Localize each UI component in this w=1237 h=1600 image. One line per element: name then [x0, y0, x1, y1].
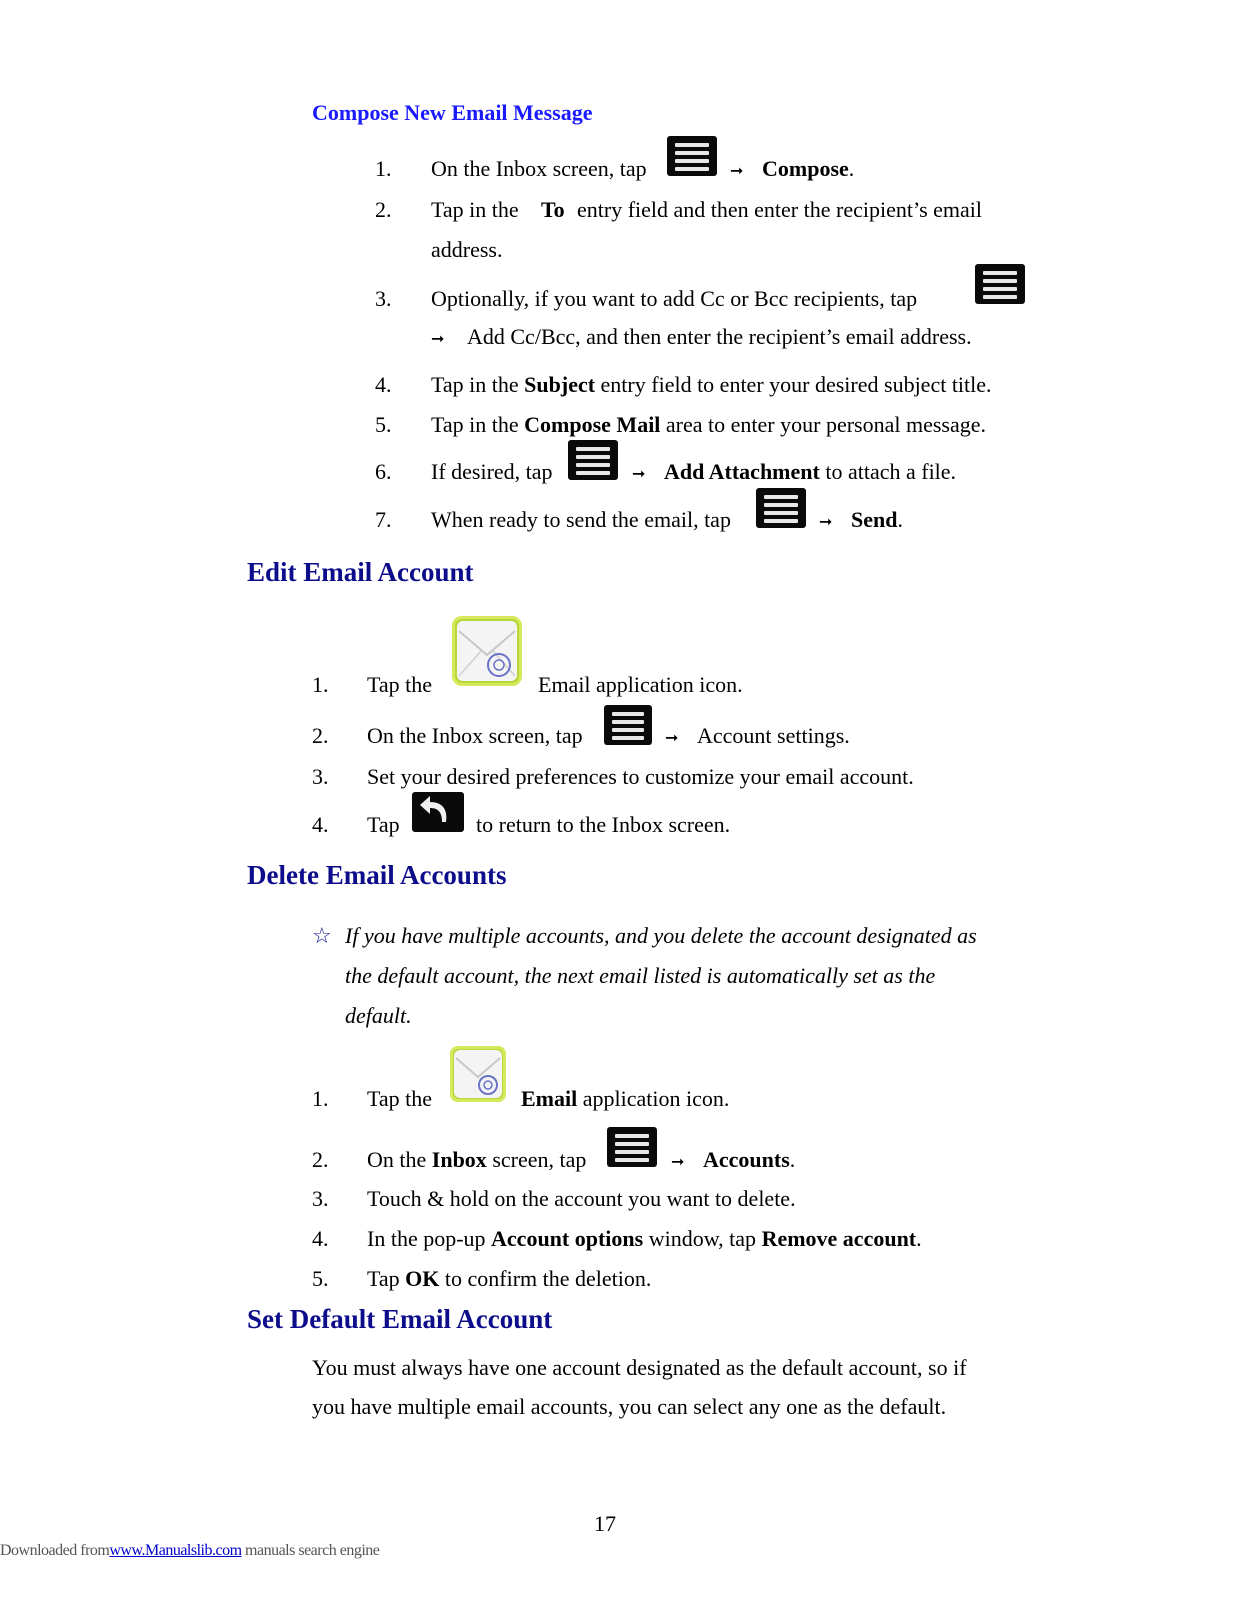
step-text: Compose.	[762, 156, 855, 181]
step-text: Tap OK to confirm the deletion.	[367, 1266, 652, 1291]
step-text: Add Attachment to attach a file.	[664, 459, 957, 484]
step-number: 3.	[375, 286, 392, 311]
step-text: On the Inbox screen, tap	[431, 156, 647, 181]
step-number: 2.	[312, 723, 329, 748]
step-number: 1.	[375, 156, 392, 181]
step-number: 5.	[312, 1266, 329, 1291]
step-text: Tap in the	[431, 197, 519, 222]
footer-link[interactable]: www.Manualslib.com	[109, 1542, 242, 1559]
menu-icon	[756, 488, 806, 528]
note-line: default.	[345, 1003, 412, 1028]
step-text: Account settings.	[697, 723, 850, 748]
step-number: 3.	[312, 1186, 329, 1211]
step-number: 3.	[312, 764, 329, 789]
step-number: 2.	[375, 197, 392, 222]
section-title-compose: Compose New Email Message	[312, 100, 593, 125]
step-text: On the Inbox screen, tap	[367, 1147, 587, 1172]
menu-icon	[667, 136, 717, 176]
footer-suffix: manuals search engine	[241, 1542, 380, 1559]
arrow-icon: ➞	[665, 728, 679, 747]
paragraph-line: You must always have one account designated as the default account, so if	[312, 1355, 967, 1380]
note-line: If you have multiple accounts, and you delete the account designated as	[345, 923, 977, 948]
step-number: 1.	[312, 672, 329, 697]
arrow-icon: ➞	[431, 329, 445, 348]
step-number: 4.	[312, 812, 329, 837]
menu-icon	[604, 705, 652, 745]
step-text: to return to the Inbox screen.	[476, 812, 731, 837]
step-text: If desired, tap	[431, 459, 553, 484]
step-text: Optionally, if you want to add Cc or Bcc recipients, tap	[431, 286, 918, 311]
back-icon	[412, 792, 464, 832]
footer	[0, 1542, 379, 1560]
step-number: 4.	[312, 1226, 329, 1251]
step-number: 5.	[375, 412, 392, 437]
step-number: 6.	[375, 459, 392, 484]
step-number: 2.	[312, 1147, 329, 1172]
footer-prefix: Downloaded from	[0, 1542, 110, 1559]
step-text: Send.	[851, 507, 903, 532]
step-text: On the Inbox screen, tap	[367, 723, 583, 748]
section-title-delete: Delete Email Accounts	[247, 860, 507, 890]
menu-icon	[568, 440, 618, 480]
page-number: 17	[594, 1511, 616, 1536]
step-text: When ready to send the email, tap	[431, 507, 731, 532]
step-text: Add Cc/Bcc, and then enter the recipient’s email address.	[467, 324, 972, 349]
arrow-icon: ➞	[671, 1152, 685, 1171]
step-text: entry field and then enter the recipient’s email	[577, 197, 983, 222]
menu-icon	[975, 264, 1025, 304]
step-text: Tap in the Subject entry field to enter your desired subject title.	[431, 372, 992, 397]
step-text: Set your desired preferences to customize your email account.	[367, 764, 914, 789]
step-text: To	[541, 197, 565, 222]
step-text: Tap the	[367, 1086, 433, 1111]
step-text: address.	[431, 237, 503, 262]
step-text: In the pop-up Account options window, tap Remove account.	[367, 1226, 922, 1251]
step-number: 7.	[375, 507, 392, 532]
note-line: the default account, the next email listed is automatically set as the	[345, 963, 936, 988]
step-text: Tap	[367, 812, 400, 837]
email-app-icon	[452, 616, 522, 686]
menu-icon	[607, 1127, 657, 1167]
arrow-icon: ➞	[819, 512, 833, 531]
section-title-edit: Edit Email Account	[247, 557, 474, 587]
step-text: Accounts.	[703, 1147, 796, 1172]
star-icon: ☆	[312, 924, 332, 949]
step-text: Tap the	[367, 672, 433, 697]
arrow-icon: ➞	[632, 464, 646, 483]
step-text: Tap in the Compose Mail area to enter your personal message.	[431, 412, 987, 437]
arrow-icon: ➞	[730, 161, 744, 180]
section-title-default: Set Default Email Account	[247, 1304, 553, 1334]
step-number: 1.	[312, 1086, 329, 1111]
step-text: Email application icon.	[521, 1086, 730, 1111]
step-number: 4.	[375, 372, 392, 397]
email-app-icon	[450, 1046, 506, 1102]
paragraph-line: you have multiple email accounts, you can select any one as the default.	[312, 1394, 947, 1419]
step-text: Email application icon.	[538, 672, 743, 697]
step-text: Touch & hold on the account you want to delete.	[367, 1186, 796, 1211]
